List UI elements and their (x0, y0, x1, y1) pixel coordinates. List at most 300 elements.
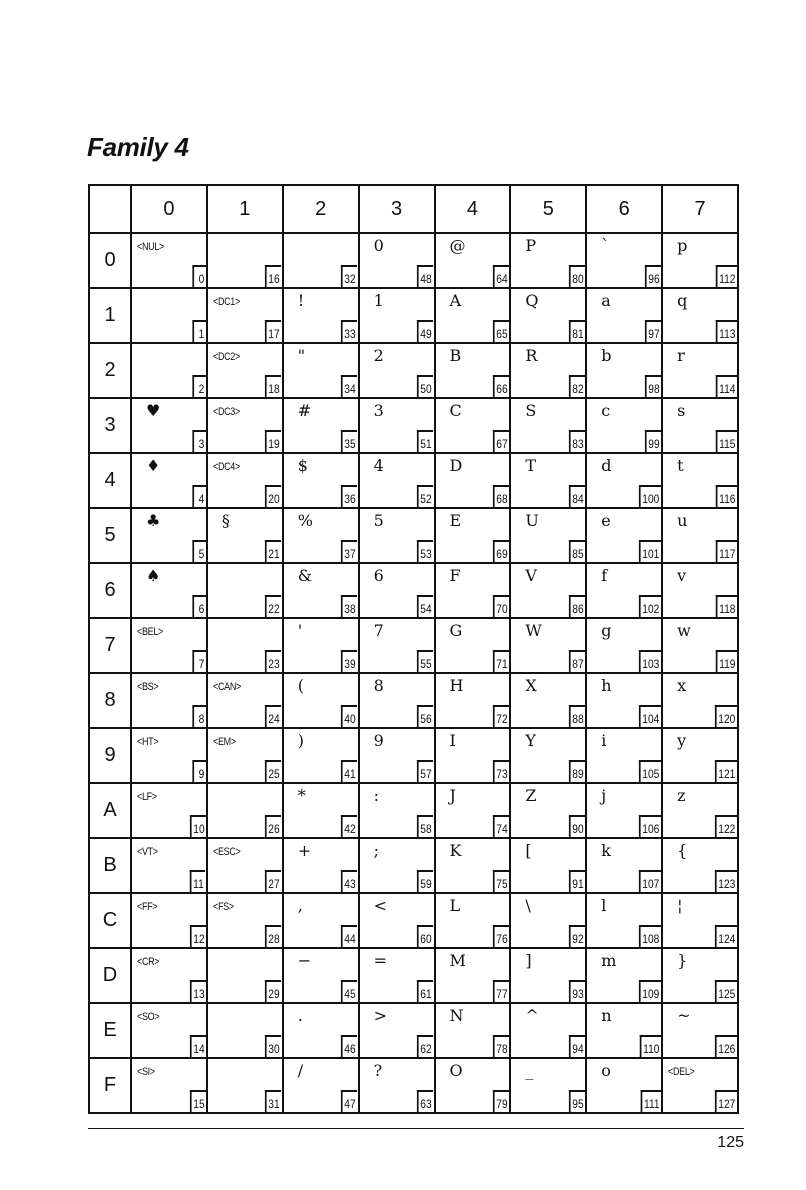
code-cell (586, 893, 662, 948)
decimal-code-box: 22 (265, 595, 281, 617)
decimal-code-box: 122 (715, 815, 737, 837)
character-glyph: V (525, 566, 537, 585)
character-glyph: k (601, 841, 611, 860)
column-header: 5 (510, 185, 586, 233)
row-header: 0 (89, 233, 131, 288)
code-cell (435, 893, 511, 948)
character-glyph: D (449, 456, 463, 475)
character-glyph: / (297, 1061, 304, 1080)
code-cell (207, 563, 283, 618)
decimal-code-box: 47 (341, 1090, 357, 1112)
decimal-code-box: 110 (640, 1035, 661, 1057)
code-cell (435, 288, 511, 343)
code-cell (662, 728, 738, 783)
decimal-code-box: 39 (341, 650, 357, 672)
decimal-code-box: 91 (569, 870, 585, 892)
row-header: C (89, 893, 131, 948)
character-glyph: 9 (373, 731, 384, 750)
decimal-code-box: 16 (265, 265, 281, 287)
control-code-label: <FF> (137, 901, 158, 913)
code-cell (283, 508, 359, 563)
code-cell (435, 948, 511, 1003)
character-glyph: W (525, 621, 542, 640)
code-cell (510, 1003, 586, 1058)
character-glyph: v (677, 566, 687, 585)
decimal-code-box: 62 (417, 1035, 433, 1057)
character-glyph: & (297, 566, 312, 585)
code-cell (510, 618, 586, 673)
control-code-label: <CR> (137, 956, 160, 968)
decimal-code-box: 20 (265, 485, 281, 507)
decimal-code-box: 29 (265, 980, 281, 1002)
decimal-code-box: 11 (190, 870, 206, 892)
row-header: 2 (89, 343, 131, 398)
code-cell (510, 508, 586, 563)
control-code-label: <BS> (137, 681, 159, 693)
character-glyph: 5 (373, 511, 384, 530)
code-cell (586, 1058, 662, 1113)
decimal-code-box: 66 (493, 375, 509, 397)
decimal-code-box: 43 (341, 870, 357, 892)
code-cell (586, 838, 662, 893)
code-cell (662, 398, 738, 453)
code-cell (207, 398, 283, 453)
code-cell (283, 618, 359, 673)
decimal-code-box: 73 (493, 760, 509, 782)
decimal-code-box: 105 (639, 760, 661, 782)
code-cell (586, 1003, 662, 1058)
code-cell (131, 233, 207, 288)
code-cell (207, 618, 283, 673)
code-cell (662, 783, 738, 838)
code-cell (662, 838, 738, 893)
character-glyph: q (677, 291, 688, 310)
code-cell (359, 453, 435, 508)
decimal-code-box: 17 (265, 320, 281, 342)
code-cell (510, 233, 586, 288)
decimal-code-box: 21 (265, 540, 281, 562)
character-glyph: y (677, 731, 687, 750)
code-cell (131, 1058, 207, 1113)
character-glyph: : (373, 786, 380, 805)
character-glyph: C (449, 401, 462, 420)
decimal-code-box: 115 (716, 430, 737, 452)
character-glyph: s (677, 401, 686, 420)
character-glyph: e (601, 511, 611, 530)
decimal-code-box: 75 (493, 870, 509, 892)
code-cell (207, 838, 283, 893)
character-glyph: − (297, 951, 312, 970)
code-cell (510, 728, 586, 783)
code-cell (359, 343, 435, 398)
row-header: F (89, 1058, 131, 1113)
decimal-code-box: 103 (639, 650, 661, 672)
code-cell (435, 838, 511, 893)
code-cell (359, 563, 435, 618)
code-cell (207, 288, 283, 343)
character-glyph: 8 (373, 676, 384, 695)
control-code-label: <BEL> (137, 626, 163, 638)
table-row (89, 673, 738, 728)
code-cell (207, 893, 283, 948)
code-cell (131, 783, 207, 838)
decimal-code-box: 81 (569, 320, 585, 342)
decimal-code-box: 60 (417, 925, 433, 947)
character-glyph: b (601, 346, 612, 365)
character-glyph: p (677, 236, 688, 255)
decimal-code-box: 34 (341, 375, 357, 397)
character-glyph: 1 (373, 291, 384, 310)
decimal-code-box: 57 (417, 760, 433, 782)
character-glyph: a (601, 291, 611, 310)
code-cell (283, 1058, 359, 1113)
character-glyph: ] (525, 951, 532, 970)
code-cell (131, 893, 207, 948)
page-title: Family 4 (87, 132, 189, 162)
code-cell (359, 728, 435, 783)
code-cell (586, 508, 662, 563)
code-cell (359, 1058, 435, 1113)
decimal-code-box: 85 (569, 540, 585, 562)
decimal-code-box: 45 (341, 980, 357, 1002)
code-cell (283, 1003, 359, 1058)
character-glyph: ; (373, 841, 380, 860)
character-glyph: ♠ (146, 566, 161, 585)
code-cell (207, 343, 283, 398)
decimal-code-box: 54 (417, 595, 433, 617)
code-cell (662, 343, 738, 398)
code-cell (435, 1058, 511, 1113)
character-glyph: P (525, 236, 537, 255)
decimal-code-box: 36 (341, 485, 357, 507)
character-glyph: n (601, 1006, 612, 1025)
character-glyph: d (601, 456, 612, 475)
character-glyph: + (297, 841, 312, 860)
decimal-code-box: 108 (639, 925, 661, 947)
code-cell (586, 618, 662, 673)
decimal-code-box: 50 (417, 375, 433, 397)
decimal-code-box: 79 (493, 1090, 509, 1112)
table-row (89, 1003, 738, 1058)
character-glyph: c (601, 401, 611, 420)
decimal-code-box: 42 (341, 815, 357, 837)
table-row (89, 618, 738, 673)
decimal-code-box: 69 (493, 540, 509, 562)
code-cell (510, 838, 586, 893)
row-header: 4 (89, 453, 131, 508)
decimal-code-box: 64 (493, 265, 509, 287)
character-glyph: E (449, 511, 462, 530)
decimal-code-box: 98 (645, 375, 661, 397)
code-cell (131, 343, 207, 398)
code-cell (435, 673, 511, 728)
code-cell (435, 453, 511, 508)
decimal-code-box: 12 (189, 925, 205, 947)
code-cell (207, 948, 283, 1003)
table-body (89, 233, 738, 1113)
table-row (89, 1058, 738, 1113)
character-glyph: r (677, 346, 685, 365)
control-code-label: <SI> (137, 1066, 155, 1078)
code-cell (131, 288, 207, 343)
character-glyph: > (373, 1006, 388, 1025)
code-cell (662, 453, 738, 508)
character-glyph: z (677, 786, 686, 805)
table-row (89, 728, 738, 783)
decimal-code-box: 97 (645, 320, 661, 342)
row-header: 9 (89, 728, 131, 783)
code-cell (435, 233, 511, 288)
code-cell (283, 893, 359, 948)
code-cell (283, 563, 359, 618)
code-cell (359, 1003, 435, 1058)
code-cell (359, 508, 435, 563)
code-cell (359, 783, 435, 838)
character-glyph: F (449, 566, 461, 585)
decimal-code-box: 63 (417, 1090, 433, 1112)
character-glyph: * (297, 786, 306, 805)
decimal-code-box: 116 (716, 485, 737, 507)
column-header: 6 (586, 185, 662, 233)
code-cell (207, 508, 283, 563)
control-code-label: <NUL> (137, 241, 164, 253)
code-cell (131, 563, 207, 618)
character-glyph: ♥ (146, 401, 161, 420)
character-glyph: ~ (677, 1006, 691, 1025)
code-cell (662, 233, 738, 288)
code-cell (131, 453, 207, 508)
character-glyph: ! (297, 291, 305, 310)
character-glyph: Z (525, 786, 537, 805)
character-glyph: ♦ (146, 456, 161, 475)
decimal-code-box: 94 (569, 1035, 585, 1057)
character-glyph: ` (601, 236, 610, 255)
decimal-code-box: 40 (341, 705, 357, 727)
character-glyph: 4 (373, 456, 384, 475)
decimal-code-box: 90 (569, 815, 585, 837)
code-cell (662, 893, 738, 948)
decimal-code-box: 58 (417, 815, 433, 837)
code-cell (435, 1003, 511, 1058)
code-cell (131, 618, 207, 673)
character-glyph: $ (297, 456, 308, 475)
code-cell (207, 1003, 283, 1058)
code-cell (207, 453, 283, 508)
character-glyph: M (449, 951, 466, 970)
decimal-code-box: 95 (569, 1090, 585, 1112)
character-glyph: ♣ (146, 511, 161, 530)
character-glyph: ) (297, 731, 304, 750)
decimal-code-box: 9 (192, 760, 206, 782)
control-code-label: <VT> (137, 846, 158, 858)
decimal-code-box: 25 (265, 760, 281, 782)
character-glyph: ' (297, 621, 303, 640)
code-cell (283, 288, 359, 343)
code-cell (283, 838, 359, 893)
character-glyph: ( (297, 676, 304, 695)
decimal-code-box: 41 (341, 760, 357, 782)
decimal-code-box: 7 (192, 650, 206, 672)
decimal-code-box: 118 (716, 595, 737, 617)
character-glyph: " (297, 346, 306, 365)
character-code-table (88, 184, 739, 1114)
decimal-code-box: 100 (639, 485, 661, 507)
decimal-code-box: 2 (192, 375, 206, 397)
decimal-code-box: 89 (569, 760, 585, 782)
character-glyph: \ (525, 896, 531, 915)
decimal-code-box: 83 (569, 430, 585, 452)
code-cell (586, 673, 662, 728)
decimal-code-box: 51 (417, 430, 433, 452)
code-cell (207, 783, 283, 838)
decimal-code-box: 109 (639, 980, 661, 1002)
character-glyph: G (449, 621, 463, 640)
code-cell (510, 1058, 586, 1113)
decimal-code-box: 49 (417, 320, 433, 342)
code-cell (510, 893, 586, 948)
code-cell (435, 563, 511, 618)
decimal-code-box: 113 (716, 320, 737, 342)
code-cell (586, 563, 662, 618)
code-cell (359, 233, 435, 288)
column-header: 7 (662, 185, 738, 233)
decimal-code-box: 80 (569, 265, 585, 287)
decimal-code-box: 124 (715, 925, 737, 947)
decimal-code-box: 71 (493, 650, 509, 672)
row-header: 5 (89, 508, 131, 563)
decimal-code-box: 102 (639, 595, 661, 617)
decimal-code-box: 53 (417, 540, 433, 562)
row-header: A (89, 783, 131, 838)
code-cell (359, 948, 435, 1003)
decimal-code-box: 24 (265, 705, 281, 727)
character-glyph: K (449, 841, 462, 860)
character-glyph: § (221, 511, 230, 530)
decimal-code-box: 126 (715, 1035, 737, 1057)
table-row (89, 288, 738, 343)
code-cell (131, 728, 207, 783)
code-cell (435, 343, 511, 398)
character-glyph: m (601, 951, 617, 970)
decimal-code-box: 84 (569, 485, 585, 507)
decimal-code-box: 0 (192, 265, 206, 287)
code-cell (359, 398, 435, 453)
table-row (89, 948, 738, 1003)
column-header: 0 (131, 185, 207, 233)
page-number: 125 (717, 1134, 744, 1151)
decimal-code-box: 38 (341, 595, 357, 617)
control-code-label: <FS> (212, 901, 234, 913)
code-cell (283, 233, 359, 288)
control-code-label: <SO> (137, 1011, 160, 1023)
decimal-code-box: 76 (493, 925, 509, 947)
code-cell (207, 233, 283, 288)
decimal-code-box: 106 (639, 815, 661, 837)
decimal-code-box: 96 (645, 265, 661, 287)
decimal-code-box: 13 (189, 980, 205, 1002)
column-header: 1 (207, 185, 283, 233)
decimal-code-box: 78 (493, 1035, 509, 1057)
code-cell (131, 838, 207, 893)
code-cell (359, 838, 435, 893)
decimal-code-box: 3 (192, 430, 206, 452)
code-cell (359, 618, 435, 673)
footer-rule (88, 1128, 744, 1129)
decimal-code-box: 55 (417, 650, 433, 672)
code-cell (207, 728, 283, 783)
character-glyph: J (449, 786, 456, 805)
character-glyph: B (449, 346, 462, 365)
code-cell (586, 948, 662, 1003)
character-glyph: g (601, 621, 612, 640)
code-cell (510, 343, 586, 398)
decimal-code-box: 119 (716, 650, 737, 672)
control-code-label: <DC2> (212, 351, 240, 363)
decimal-code-box: 74 (493, 815, 509, 837)
character-glyph: 7 (373, 621, 384, 640)
code-cell (283, 398, 359, 453)
decimal-code-box: 6 (192, 595, 206, 617)
decimal-code-box: 72 (493, 705, 509, 727)
table-row (89, 398, 738, 453)
character-glyph: X (525, 676, 537, 695)
decimal-code-box: 111 (641, 1090, 662, 1112)
decimal-code-box: 19 (265, 430, 281, 452)
character-glyph: I (449, 731, 456, 750)
control-code-label: <DC1> (212, 296, 240, 308)
table-row (89, 508, 738, 563)
decimal-code-box: 114 (716, 375, 737, 397)
code-cell (131, 508, 207, 563)
decimal-code-box: 35 (341, 430, 357, 452)
row-header: 1 (89, 288, 131, 343)
code-cell (662, 563, 738, 618)
decimal-code-box: 15 (189, 1090, 205, 1112)
code-cell (586, 233, 662, 288)
code-cell (131, 948, 207, 1003)
decimal-code-box: 112 (716, 265, 737, 287)
row-header: 8 (89, 673, 131, 728)
control-code-label: <DC4> (212, 461, 240, 473)
code-cell (283, 948, 359, 1003)
character-glyph: ¦ (677, 896, 683, 915)
table-row (89, 453, 738, 508)
row-header: 3 (89, 398, 131, 453)
decimal-code-box: 67 (493, 430, 509, 452)
decimal-code-box: 44 (341, 925, 357, 947)
code-cell (662, 673, 738, 728)
decimal-code-box: 52 (417, 485, 433, 507)
code-cell (662, 1058, 738, 1113)
code-cell (586, 288, 662, 343)
code-cell (435, 508, 511, 563)
code-cell (359, 673, 435, 728)
character-glyph: 3 (373, 401, 384, 420)
code-cell (283, 783, 359, 838)
code-cell (283, 343, 359, 398)
character-glyph: } (677, 951, 688, 970)
table-row (89, 893, 738, 948)
decimal-code-box: 87 (569, 650, 585, 672)
decimal-code-box: 10 (189, 815, 205, 837)
character-glyph: A (449, 291, 462, 310)
character-glyph: < (373, 896, 388, 915)
code-cell (662, 288, 738, 343)
column-header: 3 (359, 185, 435, 233)
corner-cell (89, 185, 131, 233)
decimal-code-box: 107 (639, 870, 661, 892)
decimal-code-box: 48 (417, 265, 433, 287)
